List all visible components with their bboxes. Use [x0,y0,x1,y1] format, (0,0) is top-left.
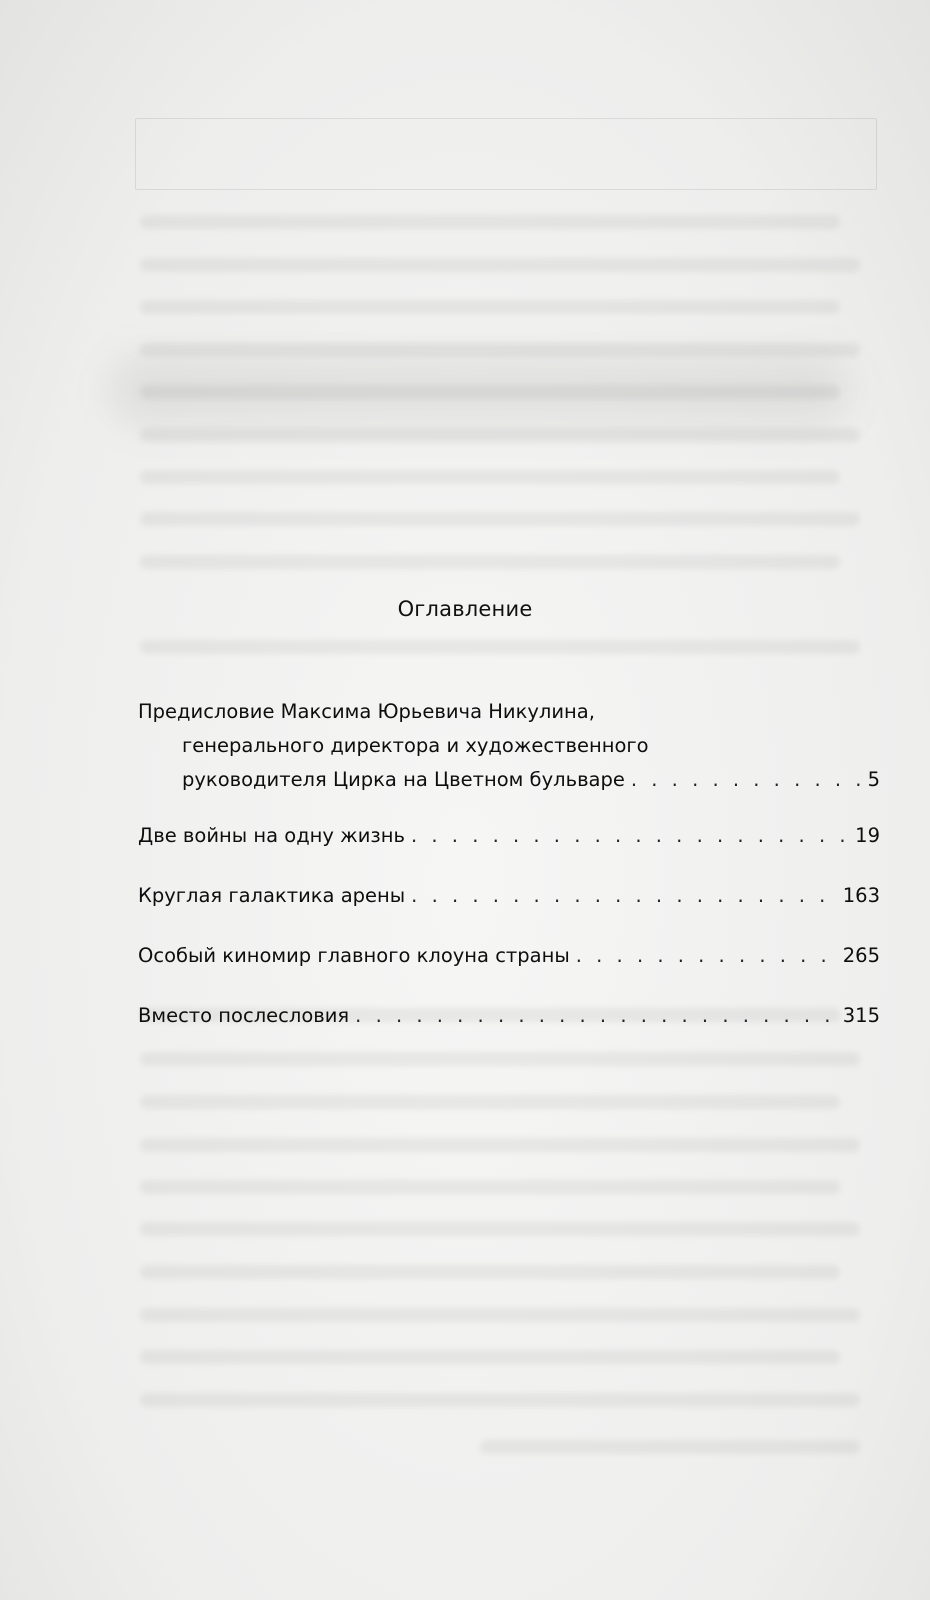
show-through-line [140,1350,840,1364]
show-through-line [140,1393,860,1407]
show-through-line [480,1440,860,1454]
show-through-line [140,258,860,272]
show-through-line [140,385,840,399]
toc-entry-preface [138,695,880,797]
toc-entry-title-line: генерального директора и художественного [182,734,649,757]
toc-entry-last-line [138,763,880,797]
toc-entry-afterword [138,999,880,1033]
toc-leader-dots [576,939,837,973]
toc-page-number: 5 [867,768,880,791]
toc-entry-title-line: Предисловие Максима Юрьевича Никулина, [138,700,595,723]
toc-title: Оглавление [397,597,533,621]
show-through-line [140,1138,860,1152]
toc-leader-dots [355,999,837,1033]
toc-entry-title: Две войны на одну жизнь [138,824,406,847]
show-through-line [140,1180,840,1194]
show-through-frame [135,118,877,190]
show-through-line [140,555,840,569]
toc-page-number: 163 [842,884,880,907]
toc-entry-last-line [138,939,880,973]
toc-leader-dots [411,819,849,853]
toc-entry-arena-galaxy [138,879,880,913]
toc-leader-dots [631,763,862,797]
toc-entry-two-wars [138,819,880,853]
show-through-line [140,1308,860,1322]
show-through-smudge [110,355,850,425]
toc-entry-film-world [138,939,880,973]
show-through-line [140,640,860,654]
show-through-line [140,1222,860,1236]
toc-page-number: 19 [855,824,880,847]
show-through-line [140,512,860,526]
toc-entry-last-line [138,999,880,1033]
toc-page-number: 315 [842,1004,880,1027]
show-through-line [140,1052,860,1066]
toc-leader-dots [411,879,837,913]
show-through-line [140,428,860,442]
toc-entry-title: Круглая галактика арены [138,884,406,907]
show-through-line [140,215,840,229]
toc-entry-last-line [138,819,880,853]
toc-entry-last-line [138,879,880,913]
show-through-line [140,470,840,484]
show-through-line [140,343,860,357]
toc-entry-title: Вместо послесловия [138,1004,350,1027]
toc-entry-title-line: руководителя Цирка на Цветном бульваре [182,768,625,791]
show-through-line [140,300,840,314]
toc-entry-title: Особый киномир главного клоуна страны [138,944,570,967]
show-through-line [140,1265,840,1279]
toc-page-number: 265 [842,944,880,967]
show-through-line [140,1095,840,1109]
table-of-contents [138,695,880,1033]
